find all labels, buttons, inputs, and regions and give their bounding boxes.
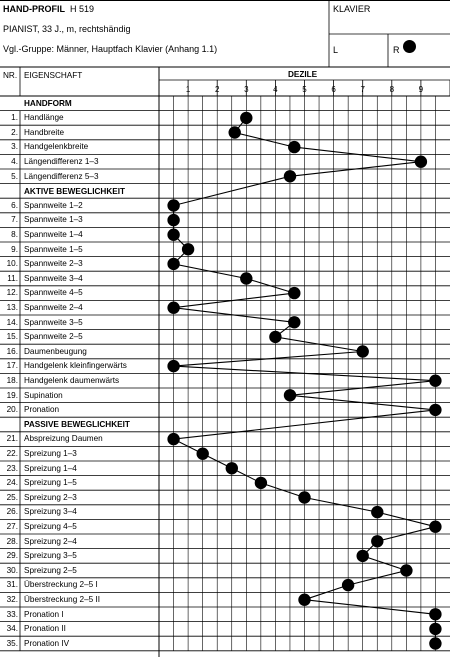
row-number: 29. (6, 551, 18, 561)
row-number: 18. (6, 375, 18, 385)
decile-label: 2 (214, 85, 220, 94)
profile-point (429, 404, 441, 416)
profile-point (357, 345, 369, 357)
profile-point (288, 316, 300, 328)
profile-point (429, 375, 441, 387)
row-number: 15. (6, 332, 18, 342)
property-label: Spannweite 2–3 (24, 259, 83, 269)
profile-point (197, 448, 209, 460)
row-number: 34. (6, 624, 18, 634)
profile-point (429, 637, 441, 649)
decile-label: 8 (389, 85, 395, 94)
profile-point (415, 156, 427, 168)
property-label: Handbreite (24, 127, 65, 137)
row-number: 8. (11, 229, 18, 239)
property-label: Längendifferenz 5–3 (24, 171, 99, 181)
row-number: 33. (6, 609, 18, 619)
row-number: 9. (11, 244, 18, 254)
row-number: 19. (6, 390, 18, 400)
property-label: Überstreckung 2–5 II (24, 594, 101, 604)
profile-point (357, 550, 369, 562)
row-number: 22. (6, 448, 18, 458)
property-label: Handlänge (24, 113, 64, 123)
property-label: Handgelenk kleinfingerwärts (24, 361, 127, 371)
property-label: Handgelenk daumenwärts (24, 375, 120, 385)
property-label: Spreizung 1–5 (24, 478, 77, 488)
profile-point (284, 389, 296, 401)
property-label: Spreizung 1–3 (24, 448, 77, 458)
comparison-group: Vgl.-Gruppe: Männer, Hauptfach Klavier (Anhang 1.1) (3, 44, 218, 54)
left-hand-label: L (333, 45, 339, 55)
row-number: 10. (6, 259, 18, 269)
property-label: Spannweite 2–4 (24, 302, 83, 312)
profile-title-bold: HAND-PROFIL (3, 4, 65, 14)
property-label: Daumenbeugung (24, 346, 87, 356)
property-label: Pronation (24, 405, 60, 415)
property-label: Spannweite 2–5 (24, 332, 83, 342)
profile-point (167, 302, 179, 314)
profile-point (167, 229, 179, 241)
row-number: 31. (6, 580, 18, 590)
property-label: Spannweite 1–3 (24, 215, 83, 225)
row-number: 20. (6, 405, 18, 415)
property-label: Spannweite 3–5 (24, 317, 83, 327)
decile-label: 9 (418, 85, 424, 94)
profile-point (269, 331, 281, 343)
property-label: Spreizung 2–5 (24, 565, 77, 575)
profile-point (167, 199, 179, 211)
row-number: 16. (6, 346, 18, 356)
row-number: 21. (6, 434, 18, 444)
property-label: Spannweite 1–2 (24, 200, 83, 210)
row-number: 28. (6, 536, 18, 546)
profile-point (167, 214, 179, 226)
row-number: 5. (11, 171, 18, 181)
property-label: Längendifferenz 1–3 (24, 156, 99, 166)
property-label: Spreizung 4–5 (24, 521, 77, 531)
profile-point (288, 287, 300, 299)
row-number: 26. (6, 507, 18, 517)
property-label: Spannweite 1–4 (24, 229, 83, 239)
profile-point (298, 491, 310, 503)
row-number: 17. (6, 361, 18, 371)
property-label: Handgelenkbreite (24, 142, 89, 152)
property-label: Spannweite 1–5 (24, 244, 83, 254)
profile-point (167, 360, 179, 372)
property-label: Pronation II (24, 624, 66, 634)
section-title: PASSIVE BEWEGLICHKEIT (24, 420, 130, 430)
property-label: Spannweite 4–5 (24, 288, 83, 298)
profile-code: H 519 (70, 4, 95, 14)
decile-label: 3 (244, 85, 249, 94)
row-number: 12. (6, 288, 18, 298)
row-number: 3. (11, 142, 18, 152)
profile-point (284, 170, 296, 182)
row-number: 2. (11, 127, 18, 137)
profile-point (298, 594, 310, 606)
property-label: Pronation I (24, 609, 64, 619)
decile-label: 7 (360, 85, 365, 94)
instrument-label: KLAVIER (333, 4, 371, 14)
decile-label: 5 (302, 85, 307, 94)
property-label: Abspreizung Daumen (24, 434, 103, 444)
column-header-property: EIGENSCHAFT (24, 71, 83, 80)
column-header-deciles: DEZILE (288, 70, 318, 79)
property-label: Spreizung 3–5 (24, 551, 77, 561)
profile-point (229, 126, 241, 138)
row-number: 11. (7, 273, 18, 283)
profile-point (288, 141, 300, 153)
decile-label: 4 (273, 85, 278, 94)
row-number: 27. (6, 521, 18, 531)
property-label: Überstreckung 2–5 I (24, 580, 98, 590)
row-number: 24. (6, 478, 18, 488)
section-title: AKTIVE BEWEGLICHKEIT (24, 186, 125, 196)
section-title: HANDFORM (24, 99, 72, 108)
row-number: 7. (11, 215, 18, 225)
row-number: 30. (6, 565, 18, 575)
row-number: 23. (6, 463, 18, 473)
row-number: 32. (6, 594, 18, 604)
property-label: Spreizung 2–3 (24, 492, 77, 502)
property-label: Supination (24, 390, 63, 400)
row-number: 13. (6, 302, 18, 312)
profile-point (429, 623, 441, 635)
profile-point (182, 243, 194, 255)
property-label: Pronation IV (24, 638, 70, 648)
profile-point (240, 112, 252, 124)
profile-point (226, 462, 238, 474)
profile-subtitle: PIANIST, 33 J., m, rechtshändig (3, 24, 131, 34)
decile-label: 1 (185, 85, 191, 94)
decile-label: 6 (331, 85, 336, 94)
row-number: 1. (11, 113, 18, 123)
property-label: Spreizung 3–4 (24, 507, 77, 517)
profile-point (255, 477, 267, 489)
column-header-nr: NR. (3, 71, 18, 80)
row-number: 4. (11, 156, 18, 166)
profile-point (400, 564, 412, 576)
profile-point (167, 258, 179, 270)
profile-point (167, 433, 179, 445)
profile-point (371, 506, 383, 518)
profile-point (429, 608, 441, 620)
property-label: Spreizung 2–4 (24, 536, 77, 546)
row-number: 14. (6, 317, 18, 327)
profile-point (371, 535, 383, 547)
row-number: 25. (6, 492, 18, 502)
profile-point (342, 579, 354, 591)
row-number: 6. (11, 200, 18, 210)
profile-point (429, 521, 441, 533)
row-number: 35. (6, 638, 18, 648)
right-hand-label: R (393, 45, 400, 55)
property-label: Spreizung 1–4 (24, 463, 77, 473)
profile-point (240, 272, 252, 284)
property-label: Spannweite 3–4 (24, 273, 83, 283)
